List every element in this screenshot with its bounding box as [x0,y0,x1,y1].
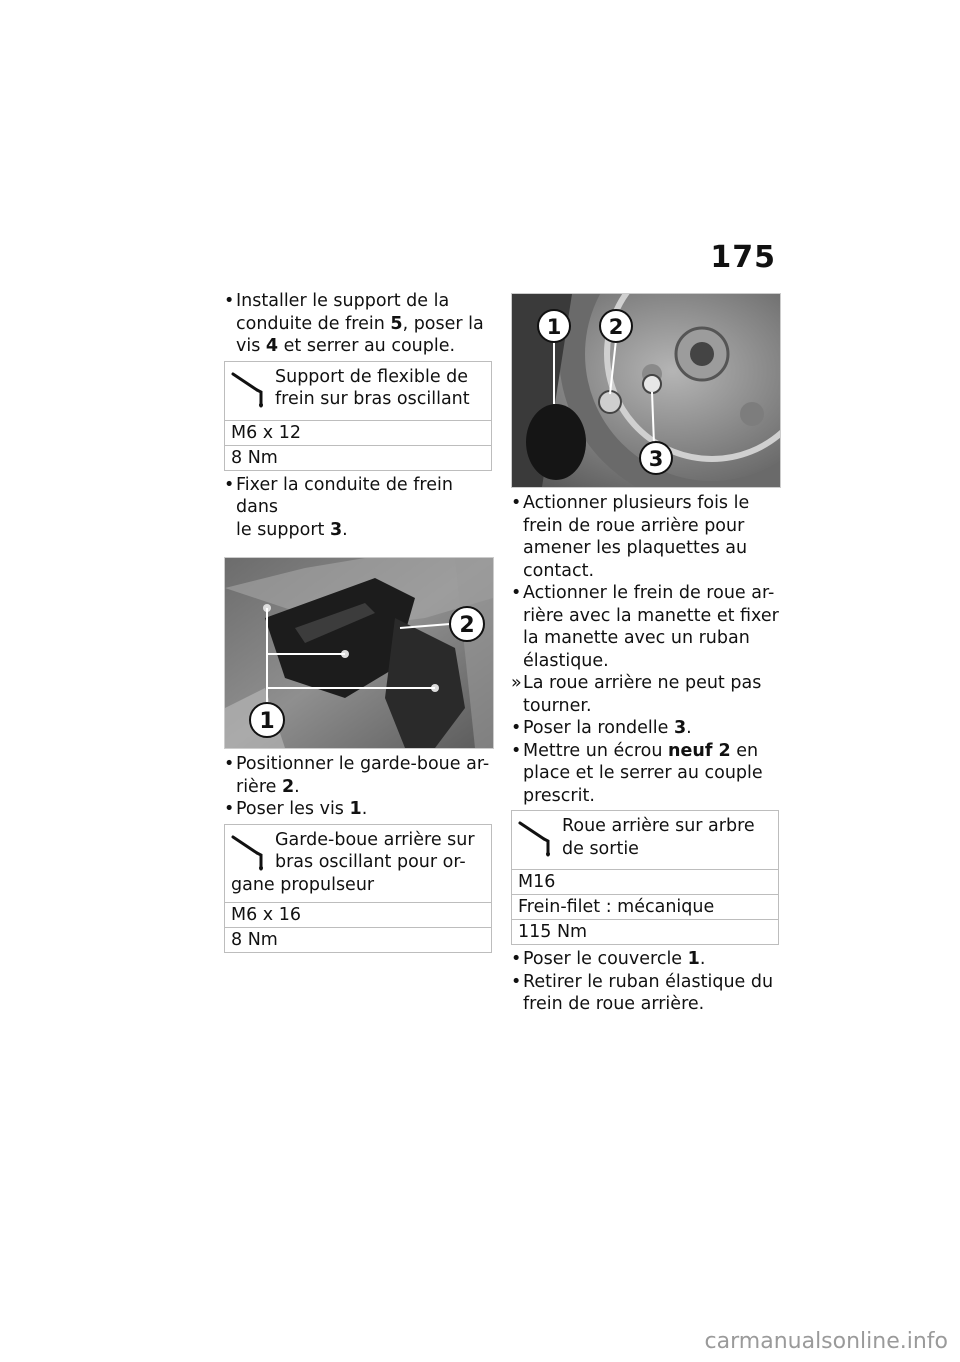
instruction-step [511,740,779,808]
text: place et le serrer au couple [523,763,763,783]
torque-spec-table [224,824,492,954]
torque-wrench-icon [518,817,556,857]
callout-label: 2 [608,315,624,339]
bullet: • [511,583,522,603]
spec-title [512,811,778,870]
text: Installer le support de la [236,291,450,311]
spec-title-line: Roue arrière sur arbre [562,816,755,836]
spec-torque: 8 Nm [231,447,278,468]
torque-wrench-icon [231,368,269,408]
instruction-step [511,948,779,971]
text: . [294,776,300,797]
text: La roue arrière ne peut pas [523,673,762,693]
spec-size: M6 x 12 [225,421,491,446]
left-column [224,290,492,956]
text: Actionner le frein de roue ar- [523,583,775,603]
callout-label: 1 [546,315,562,339]
text: frein de roue arrière. [523,994,705,1014]
bullet: • [511,971,522,992]
text: . [342,519,348,540]
spec-title-line: Garde-boue arrière sur [275,829,475,850]
part-ref: 5 [390,313,403,334]
text: Poser le couvercle [523,949,688,969]
text: . [699,949,706,969]
spec-torque: 115 Nm [518,922,588,942]
text: élastique. [523,650,609,671]
bullet: • [511,740,522,761]
text: et serrer au couple. [278,336,456,356]
bullet: • [511,949,522,969]
text: , poser la [402,313,484,334]
instruction-step [511,717,779,740]
bullet: • [224,799,235,819]
text: frein de roue arrière pour [523,515,745,536]
text: prescrit. [523,785,595,806]
bullet: • [224,474,235,495]
text: Positionner le garde-boue ar- [236,754,490,774]
bullet: • [224,291,235,311]
spec-title-line: de sortie [562,838,639,859]
part-ref: 4 [265,336,279,356]
right-column [511,293,779,1016]
callout-label: 3 [648,447,664,471]
text: amener les plaquettes au [523,538,748,558]
text: rière avec la manette et fixer [523,605,779,626]
text: tourner. [523,695,592,716]
part-ref: 2 [281,776,295,797]
text: Mettre un écrou [523,740,669,761]
part-ref: 1 [687,949,700,969]
torque-spec-table [511,810,779,945]
instruction-step [511,492,779,582]
text: Retirer le ruban élastique du [523,971,774,992]
text: Actionner plusieurs fois le [523,493,750,513]
photo-mudguard [224,557,494,749]
instruction-step [224,290,492,358]
result-mark: » [511,673,522,693]
text: contact. [523,560,595,581]
text: vis [236,336,266,356]
spec-torque: 8 Nm [231,930,278,950]
text: Poser les vis [236,799,350,819]
spec-threadlock: Frein-filet : mécanique [512,895,778,920]
text: . [686,718,692,738]
spec-title-line: gane propulseur [231,874,375,895]
callout-label: 1 [259,709,275,734]
spec-title [225,362,491,421]
text: en [730,740,759,761]
torque-spec-table [224,361,492,471]
watermark-footer: carmanualsonline.info [704,1329,948,1354]
part-ref: 1 [349,799,362,819]
part-ref: 3 [329,519,343,540]
text: Fixer la conduite de frein dans [236,474,453,517]
instruction-step [511,971,779,1016]
bullet: • [224,754,235,774]
text: la manette avec un ruban [523,628,750,648]
instruction-step [224,474,492,542]
spec-size: M6 x 16 [225,903,491,928]
result-step [511,672,779,717]
spec-title-line: bras oscillant pour or- [275,852,466,872]
text: . [361,799,368,819]
spec-title-line: frein sur bras oscillant [275,389,470,409]
bullet: • [511,493,522,513]
text: Poser la rondelle [523,718,674,738]
instruction-step [224,753,492,798]
torque-wrench-icon [231,831,269,871]
instruction-step [224,798,492,821]
part-ref: 3 [673,718,687,738]
instruction-step [511,582,779,672]
text: rière [236,776,282,797]
spec-title-line: Support de flexible de [275,366,469,387]
text: conduite de frein [236,313,391,334]
text: le support [236,519,330,540]
spec-title [225,825,491,904]
bullet: • [511,718,522,738]
photo-rear-wheel [511,293,781,488]
callout-label: 2 [459,613,475,638]
page-number: 175 [710,240,776,275]
part-ref: neuf 2 [668,740,731,761]
spec-size: M16 [512,870,778,895]
